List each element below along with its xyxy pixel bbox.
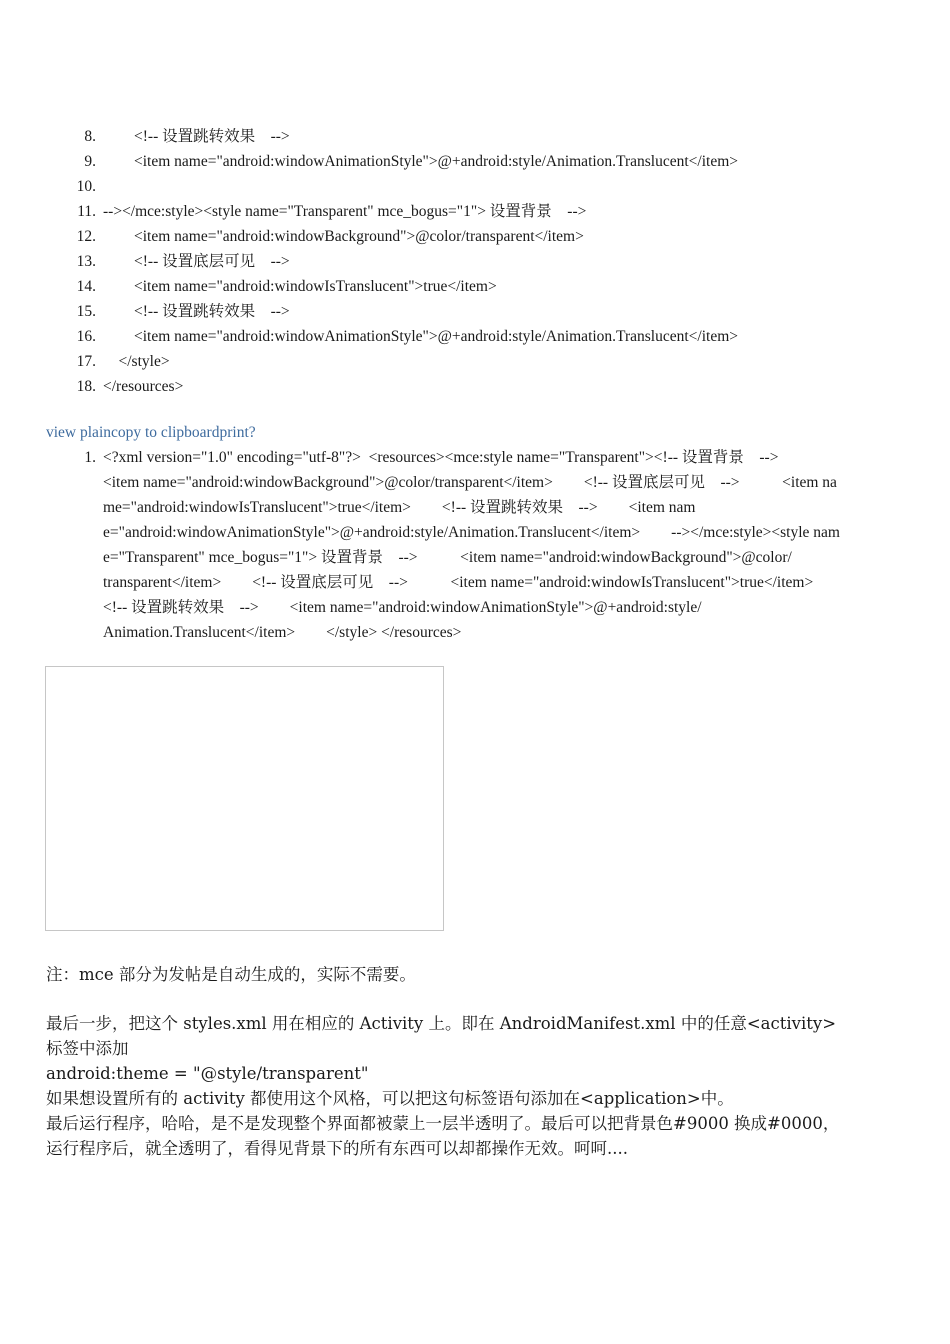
line-number: 11. — [77, 203, 96, 220]
empty-image-frame — [45, 666, 444, 931]
code-text: </resources> — [103, 378, 184, 395]
code-toolbar — [46, 421, 256, 445]
code-line — [46, 224, 916, 249]
line-number: 8. — [84, 128, 96, 145]
code-text: <item name="android:windowAnimationStyle">@+android:style/Animation.Translucent</item> — [103, 153, 739, 170]
code-line — [46, 349, 916, 374]
code-text: <?xml version="1.0" encoding="utf-8"?> <resources><mce:style name="Transparent"><!-- 设置背景 --> — [103, 449, 779, 466]
paragraph-text: 最后运行程序，哈哈，是不是发现整个界面都被蒙上一层半透明了。最后可以把背景色#9000 换成#0000， — [46, 1114, 840, 1133]
code-text: Animation.Translucent</item> </style> </resources> — [103, 624, 462, 641]
line-number: 15. — [76, 303, 96, 320]
code-line — [46, 374, 916, 399]
line-number: 14. — [76, 278, 96, 295]
line-number: 9. — [84, 153, 96, 170]
code-text: <item name="android:windowAnimationStyle">@+android:style/Animation.Translucent</item> — [103, 328, 739, 345]
code-listing-numbered — [46, 124, 916, 399]
code-text: <item name="android:windowBackground">@color/transparent</item> <!-- 设置底层可见 --> <item na — [103, 474, 837, 491]
print-link[interactable]: print — [219, 424, 249, 441]
paragraph-text: 最后一步，把这个 styles.xml 用在相应的 Activity 上。即在 AndroidManifest.xml 中的任意<activity> — [46, 1014, 837, 1033]
code-text: me="android:windowIsTranslucent">true</item> <!-- 设置跳转效果 --> <item nam — [103, 499, 696, 516]
code-line — [46, 149, 916, 174]
help-link[interactable]: ? — [248, 424, 256, 441]
line-number: 12. — [76, 228, 96, 245]
code-text: transparent</item> <!-- 设置底层可见 --> <item name="android:windowIsTranslucent">true</item> — [103, 574, 814, 591]
code-text: <item name="android:windowBackground">@color/transparent</item> — [103, 228, 584, 245]
line-number: 1. — [84, 449, 96, 466]
notes-section — [46, 962, 916, 1161]
code-line — [46, 299, 916, 324]
code-line — [46, 274, 916, 299]
code-line — [46, 174, 916, 199]
line-number: 17. — [76, 353, 96, 370]
code-line — [46, 249, 916, 274]
line-number: 18. — [76, 378, 96, 395]
code-text: --></mce:style><style name="Transparent" mce_bogus="1"> 设置背景 --> — [103, 203, 587, 220]
paragraph-text: 如果想设置所有的 activity 都使用这个风格，可以把这句标签语句添加在<application>中。 — [46, 1089, 734, 1108]
copy-to-clipboard-link[interactable]: copy to clipboard — [111, 424, 220, 441]
code-text: <!-- 设置跳转效果 --> — [103, 303, 290, 320]
code-line — [46, 124, 916, 149]
code-line — [46, 199, 916, 224]
paragraph-text: 运行程序后，就全透明了，看得见背景下的所有东西可以却都操作无效。呵呵.... — [46, 1139, 628, 1158]
code-text: e="Transparent" mce_bogus="1"> 设置背景 --> <item name="android:windowBackground">@color/ — [103, 549, 792, 566]
line-number: 16. — [76, 328, 96, 345]
paragraph-gap — [46, 987, 916, 1011]
code-text: e="android:windowAnimationStyle">@+android:style/Animation.Translucent</item> --></mce:style><style nam — [103, 524, 840, 541]
line-number: 10. — [76, 178, 96, 195]
code-snippet: android:theme = "@style/transparent" — [46, 1064, 369, 1083]
paragraph-text: 标签中添加 — [46, 1039, 129, 1058]
code-line — [46, 324, 916, 349]
code-text: <!-- 设置底层可见 --> — [103, 253, 290, 270]
code-item — [46, 445, 916, 645]
view-plain-link[interactable]: view plain — [46, 424, 111, 441]
code-text: <!-- 设置跳转效果 --> — [103, 128, 290, 145]
code-text: </style> — [103, 353, 170, 370]
note-text: 注：mce 部分为发帖是自动生成的，实际不需要。 — [46, 965, 416, 984]
code-listing-plain — [46, 445, 916, 645]
code-text: <!-- 设置跳转效果 --> <item name="android:windowAnimationStyle">@+android:style/ — [103, 599, 702, 616]
code-text: <item name="android:windowIsTranslucent">true</item> — [103, 278, 497, 295]
line-number: 13. — [76, 253, 96, 270]
